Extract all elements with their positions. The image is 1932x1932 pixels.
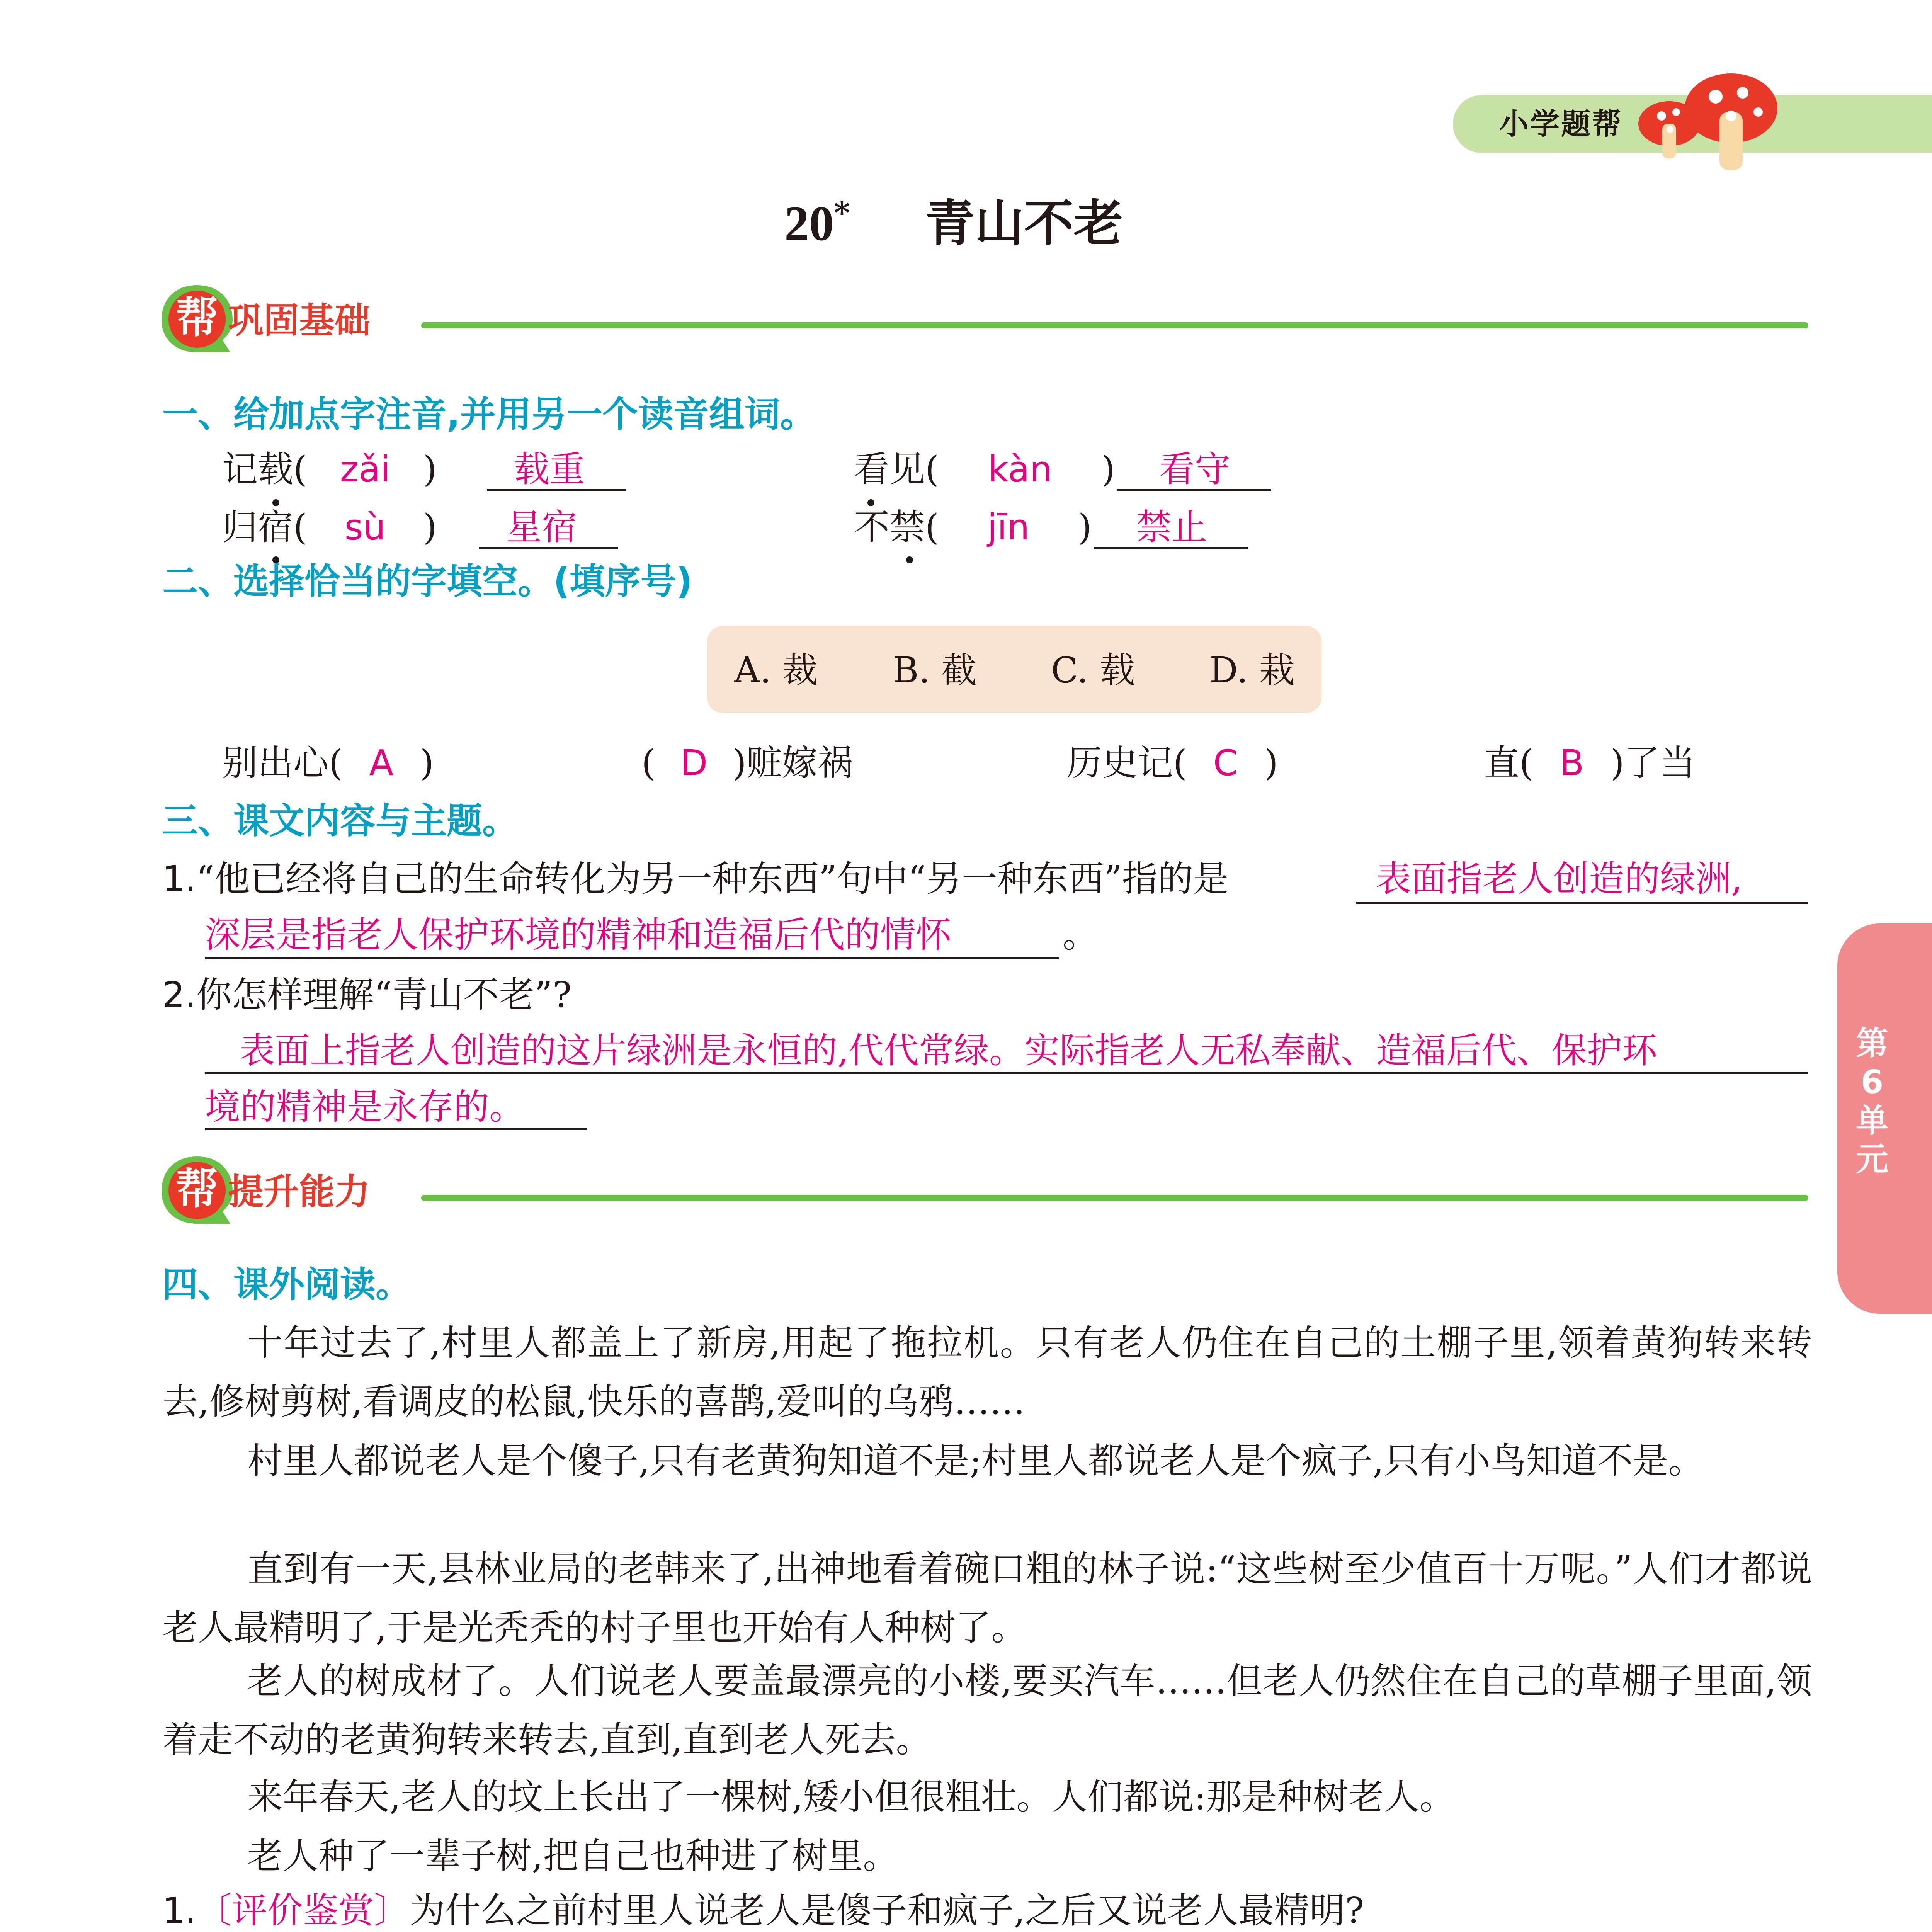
- q2-blank-1: [222, 734, 434, 792]
- blank-answer: C: [1213, 742, 1238, 784]
- option-b: B. 截: [893, 650, 977, 691]
- badge-char: 帮: [176, 293, 218, 342]
- section-divider: [421, 322, 1808, 328]
- q1-item-2: [854, 440, 1115, 498]
- blank-answer: A: [369, 742, 394, 784]
- sentence-end: 。: [1063, 914, 1099, 956]
- q1-answer: 载重: [514, 449, 585, 490]
- blank-text: 别出心(: [222, 742, 343, 784]
- answer-underline: [205, 1072, 1808, 1074]
- unit-tab-label: [1847, 1024, 1897, 1179]
- question-text: 为什么之前村里人说老人是傻子和疯子,之后又说老人最精明?: [409, 1890, 1364, 1931]
- q1-close: ): [1101, 449, 1115, 490]
- blank-text: ): [420, 742, 434, 784]
- question-text: 你怎样理解“青山不老”?: [196, 974, 572, 1015]
- q1-close: ): [423, 449, 437, 490]
- option-c: C. 载: [1051, 650, 1135, 691]
- blank-text: 历史记(: [1066, 742, 1187, 784]
- q1-word: 不禁(: [854, 507, 939, 548]
- unit-tab-char: 元: [1855, 1140, 1888, 1178]
- q3-item-1: [162, 850, 1229, 908]
- passage-paragraph: 老人的树成材了。人们说老人要盖最漂亮的小楼,要买汽车……但老人仍然住在自己的草棚子里面,领着走不动的老黄狗转来转去,直到,直到老人死去。: [162, 1660, 1812, 1760]
- q1-answer: 看守: [1159, 449, 1231, 490]
- passage-paragraph: 老人种了一辈子树,把自己也种进了树里。: [247, 1835, 899, 1877]
- answer-underline: [479, 547, 618, 549]
- q1-close: ): [1078, 507, 1092, 548]
- q2-blank-4: [1484, 734, 1696, 792]
- answer-underline: [205, 1128, 587, 1130]
- blank-text: (: [641, 742, 655, 784]
- q1-pinyin: zǎi: [340, 449, 391, 490]
- emphasis-dot: [906, 556, 913, 563]
- section-badge-advanced: [158, 1153, 429, 1227]
- answer-line: 境的精神是永存的。: [205, 1086, 525, 1128]
- answer-underline: [487, 489, 626, 491]
- section-label-basic: 巩固基础: [228, 300, 371, 341]
- q1-word: 看见(: [854, 449, 939, 490]
- answer-underline: [1356, 902, 1808, 904]
- answer-line: 深层是指老人保护环境的精神和造福后代的情怀: [205, 914, 952, 956]
- blank-text: ): [1264, 742, 1278, 784]
- option-a: A. 裁: [734, 650, 818, 691]
- badge-char: 帮: [176, 1164, 218, 1214]
- blank-text: 直(: [1484, 742, 1533, 784]
- q1-item-4: [854, 498, 1092, 556]
- passage-paragraph: 十年过去了,村里人都盖上了新房,用起了拖拉机。只有老人仍住在自己的土棚子里,领着黄狗转来转去,修树剪树,看调皮的松鼠,快乐的喜鹊,爱叫的乌鸦……: [162, 1322, 1812, 1422]
- blank-text: )赃嫁祸: [732, 742, 853, 784]
- q1-item-1: [222, 440, 437, 498]
- lesson-title: [784, 182, 1123, 255]
- answer-line: 表面指老人创造的绿洲,: [1376, 858, 1743, 900]
- blank-answer: B: [1560, 742, 1584, 784]
- item-number: 1.: [162, 858, 196, 900]
- q2-blank-2: [641, 734, 853, 792]
- answer-underline: [205, 957, 1059, 959]
- q3-title: 三、课文内容与主题。: [162, 800, 518, 842]
- unit-tab-char: 6: [1861, 1063, 1884, 1101]
- section-label-advanced: 提升能力: [228, 1171, 371, 1213]
- passage-paragraph: 直到有一天,县林业局的老韩来了,出神地看着碗口粗的林子说:“这些树至少值百十万呢。”人们才都说老人最精明了,于是光秃秃的村子里也开始有人种树了。: [162, 1548, 1812, 1648]
- q2-title: 二、选择恰当的字填空。(填序号): [162, 561, 693, 602]
- brand-label: 小学题帮: [1499, 107, 1623, 141]
- section-divider: [421, 1195, 1808, 1201]
- q3-item-2: [162, 966, 571, 1024]
- section-badge-basic: [158, 282, 429, 355]
- q2-blank-3: [1066, 734, 1278, 792]
- passage-paragraph: 村里人都说老人是个傻子,只有老黄狗知道不是;村里人都说老人是个疯子,只有小鸟知道不是。: [247, 1440, 1704, 1481]
- passage-paragraph: 来年春天,老人的坟上长出了一棵树,矮小但很粗壮。人们都说:那是种树老人。: [247, 1776, 1455, 1818]
- item-number: 2.: [162, 974, 196, 1015]
- item-number: 1.: [162, 1890, 196, 1931]
- answer-underline: [1094, 547, 1248, 549]
- q1-word: 记载(: [222, 449, 307, 490]
- unit-tab-char: 单: [1855, 1102, 1888, 1139]
- lesson-star: *: [834, 194, 850, 231]
- mushroom-icon: [1634, 66, 1789, 178]
- q1-answer: 星宿: [506, 507, 578, 548]
- q1-title: 一、给加点字注音,并用另一个读音组词。: [162, 394, 816, 435]
- q1-pinyin: jīn: [987, 507, 1030, 548]
- reading-question-1: [162, 1882, 1364, 1932]
- answer-underline: [1117, 489, 1271, 491]
- option-d: D. 栽: [1209, 650, 1295, 691]
- lesson-name: 青山不老: [925, 194, 1123, 252]
- q1-answer: 禁止: [1136, 507, 1208, 548]
- q4-title: 四、课外阅读。: [162, 1264, 412, 1305]
- q1-close: ): [423, 507, 437, 548]
- blank-text: )了当: [1610, 742, 1696, 784]
- q1-item-3: [222, 498, 437, 556]
- q1-pinyin: sù: [344, 507, 386, 548]
- lesson-number: 20: [784, 196, 834, 251]
- question-text: “他已经将自己的生命转化为另一种东西”句中“另一种东西”指的是: [196, 858, 1229, 900]
- q1-word: 归宿(: [222, 507, 307, 548]
- q1-pinyin: kàn: [988, 449, 1053, 490]
- answer-line: 表面上指老人创造的这片绿洲是永恒的,代代常绿。实际指老人无私奉献、造福后代、保护环: [240, 1031, 1657, 1071]
- blank-answer: D: [680, 742, 708, 784]
- unit-tab-char: 第: [1855, 1024, 1888, 1062]
- question-tag: 〔评价鉴赏〕: [196, 1890, 410, 1931]
